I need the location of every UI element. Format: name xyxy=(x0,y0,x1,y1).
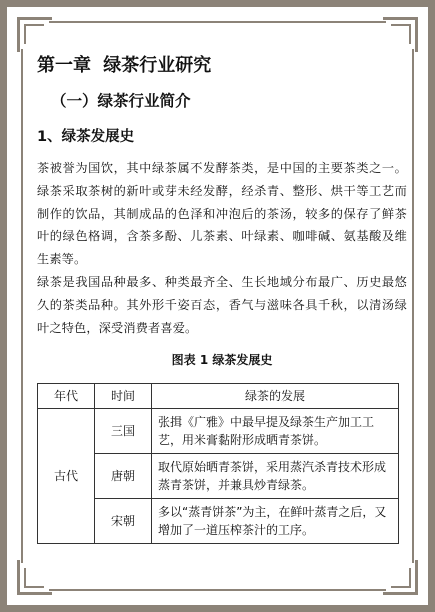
chapter-title: 第一章 绿茶行业研究 xyxy=(37,55,212,76)
document-page xyxy=(7,7,428,605)
subsection-title: 1、绿茶发展史 xyxy=(37,129,135,145)
frame-inner-corner-bottom-left xyxy=(24,568,44,588)
table-header-row xyxy=(38,384,399,409)
time-cell: 宋朝 xyxy=(95,499,152,544)
table-row xyxy=(38,409,399,454)
frame-line-top xyxy=(49,21,386,23)
time-cell: 唐朝 xyxy=(95,454,152,499)
header-development: 绿茶的发展 xyxy=(152,384,399,409)
page-content xyxy=(37,55,407,544)
frame-line-right xyxy=(412,49,414,563)
figure-title: 图表 1 绿茶发展史 xyxy=(171,353,273,368)
development-cell: 张揖《广雅》中最早提及绿茶生产加工工艺，用米膏黏附形成晒青茶饼。 xyxy=(152,409,399,454)
paragraph-intro: 茶被誉为国饮，其中绿茶属不发酵茶类，是中国的主要茶类之一。绿茶采取茶树的新叶或芽未经发酵，经杀青、整形、烘干等工艺而制作的饮品，其制成品的色泽和冲泡后的茶汤，较多的保存了鲜茶叶的绿色格调，含茶多酚、儿茶素、叶绿素、咖啡碱、氨基酸及维生素等。 xyxy=(37,161,407,267)
frame-inner-corner-top-right xyxy=(391,24,411,44)
frame-line-left xyxy=(21,49,23,563)
frame-line-bottom xyxy=(49,589,386,591)
header-era: 年代 xyxy=(38,384,95,409)
era-cell: 古代 xyxy=(38,409,95,544)
frame-inner-corner-bottom-right xyxy=(391,568,411,588)
section-title: （一）绿茶行业简介 xyxy=(51,92,191,110)
development-cell: 取代原始晒青茶饼，采用蒸汽杀青技术形成蒸青茶饼，并兼具炒青绿茶。 xyxy=(152,454,399,499)
header-time: 时间 xyxy=(95,384,152,409)
time-cell: 三国 xyxy=(95,409,152,454)
frame-inner-corner-top-left xyxy=(24,24,44,44)
paragraph-variety: 绿茶是我国品种最多、种类最齐全、生长地域分布最广、历史最悠久的茶类品种。其外形千姿百态，香气与滋味各具千秋，以清汤绿叶之特色，深受消费者喜爱。 xyxy=(37,274,407,335)
history-table xyxy=(37,383,399,544)
development-cell: 多以“蒸青饼茶”为主，在鲜叶蒸青之后，又增加了一道压榨茶汁的工序。 xyxy=(152,499,399,544)
